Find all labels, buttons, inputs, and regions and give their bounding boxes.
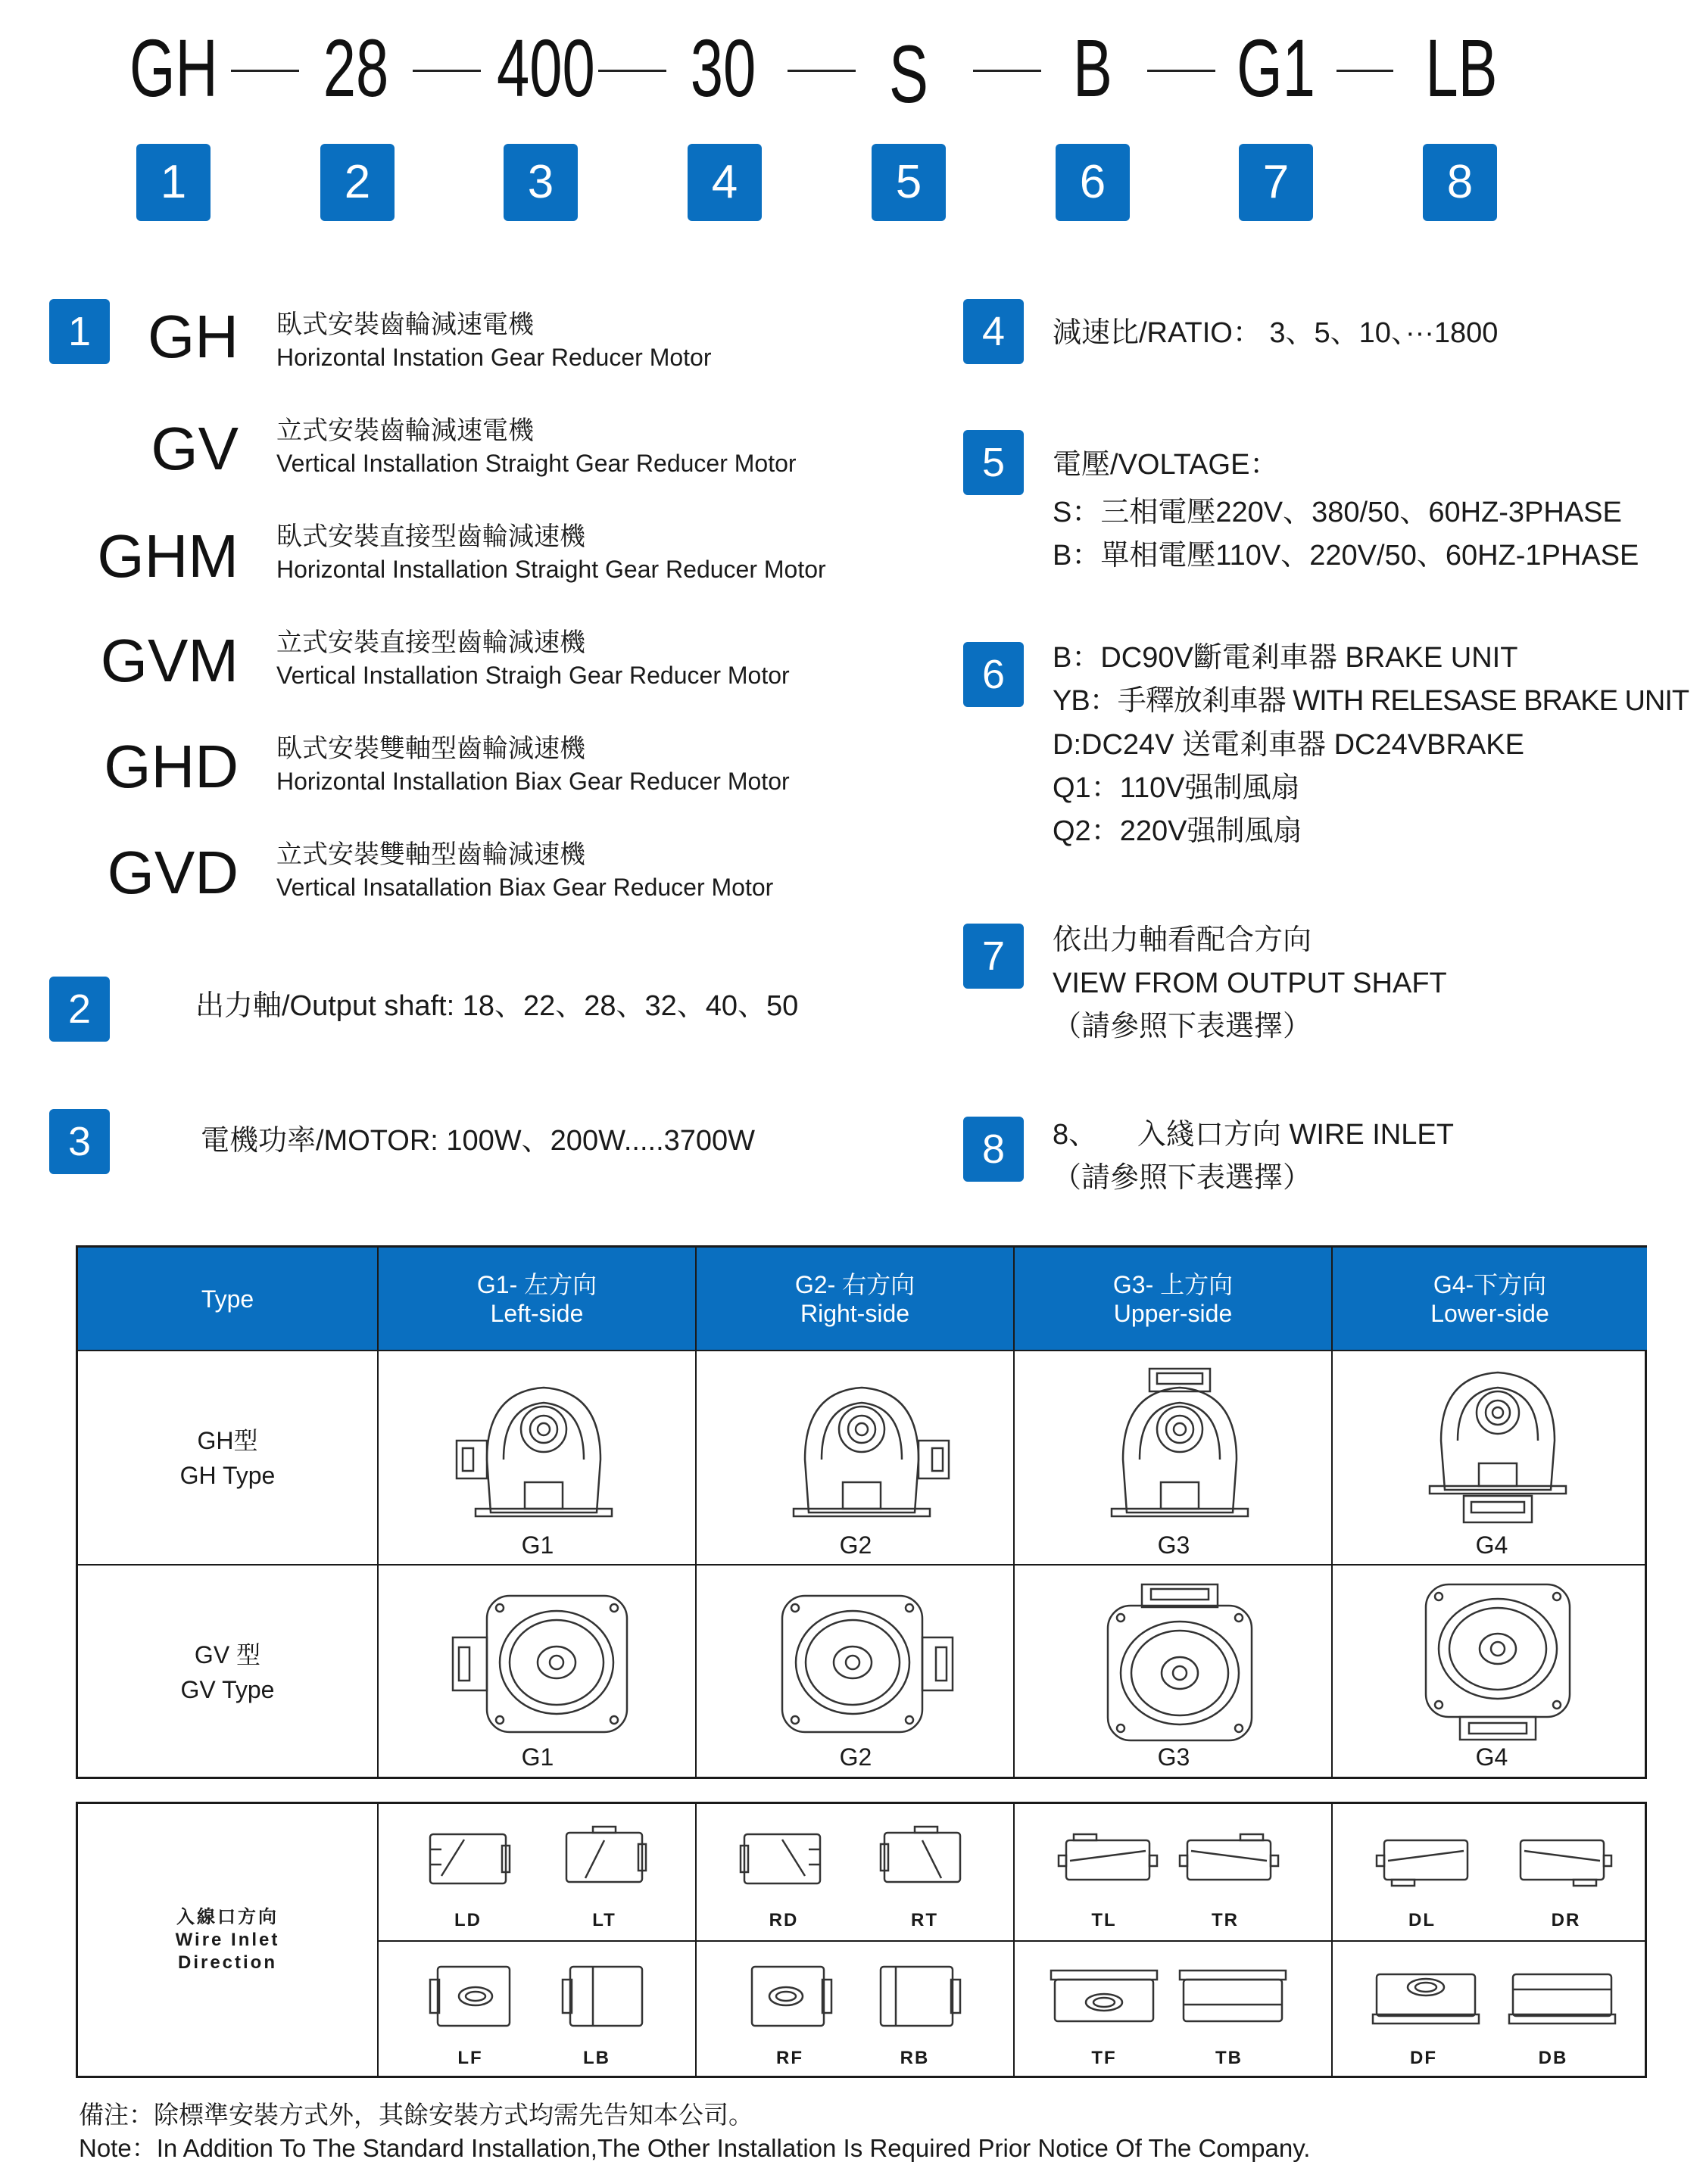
cell-caption: G3 [1157,1743,1190,1771]
wire-dr-icon [1513,1834,1611,1887]
note-en: Note：In Addition To The Standard Installation,The Other Installation Is Required Prior Notice Of The Company. [79,2134,1311,2162]
fan-option: Q2：220V强制風扇 [1053,815,1302,847]
cell-caption: G3 [1157,1531,1190,1559]
gh-g1-motor-icon [457,1376,631,1520]
row-label-gv [78,1566,377,1779]
header-en: Left-side [490,1299,584,1327]
section-badge: 1 [49,299,110,364]
type-code: GHD [104,733,239,800]
wire-lf-icon [430,1963,513,2031]
wire-caption: TF [1091,2048,1117,2068]
wire-db-icon [1509,1971,1615,2031]
direction-note: （請參照下表選擇） [1053,1011,1312,1042]
row-label-zh: GV 型 [194,1641,261,1668]
code-number-badge: 6 [1056,144,1130,221]
section-badge: 5 [963,430,1024,495]
code-dash [413,70,481,72]
wire-caption: RB [900,2048,930,2068]
header-g3 [1015,1248,1331,1350]
grid-line [1013,1248,1015,1777]
code-number-badge: 8 [1423,144,1497,221]
gh-g4-motor-icon [1411,1369,1585,1528]
cell-caption: G4 [1475,1531,1508,1559]
wire-caption: LT [592,1910,616,1930]
cell-caption: G2 [839,1743,872,1771]
wire-tb-icon [1180,1971,1286,2031]
note-zh: 備注：除標準安裝方式外，其餘安裝方式均需先告知本公司。 [79,2101,753,2129]
type-code: GV [151,415,239,482]
code-number-badge: 1 [136,144,211,221]
code-segment-brake: B [1073,22,1112,114]
header-zh: G4-下方向 [1433,1270,1547,1298]
fan-option: Q1：110V强制風扇 [1053,772,1300,804]
wire-caption: RD [769,1910,799,1930]
type-zh: 立式安裝齒輪減速電機 [276,416,534,445]
code-segment-shaft: 28 [323,22,389,114]
direction-title-zh: 依出力軸看配合方向 [1053,924,1312,956]
wire-caption: LB [583,2048,610,2068]
ratio-text: 減速比/RATIO： 3、5、10、···1800 [1053,317,1499,349]
type-code: GVD [107,839,239,906]
wire-inlet-note: （請參照下表選擇） [1053,1162,1312,1194]
wire-dl-icon [1377,1834,1475,1887]
code-segment-direction: G1 [1237,22,1315,114]
wire-ld-icon [426,1830,513,1887]
cell-caption: G1 [521,1531,554,1559]
header-en: Right-side [800,1299,910,1327]
header-en: Lower-side [1430,1299,1549,1327]
wire-caption: DR [1551,1910,1581,1930]
type-code: GHM [97,522,239,590]
brake-option: YB：手釋放剎車器 WITH RELESASE BRAKE UNIT [1053,685,1689,717]
header-g2 [697,1248,1013,1350]
gh-g2-motor-icon [775,1376,949,1520]
section-badge: 4 [963,299,1024,364]
row-label-en: GH Type [179,1461,276,1489]
type-code: GVM [100,627,239,694]
gv-g4-motor-icon [1422,1581,1574,1743]
grid-line [377,1248,379,1777]
type-zh: 臥式安裝齒輪減速電機 [276,310,534,339]
wire-caption: DL [1408,1910,1436,1930]
row-label-gh [78,1351,377,1564]
wire-inlet-label-zh: 入線口方向 [176,1907,279,1927]
header-en: Upper-side [1113,1299,1233,1327]
wire-caption: DF [1410,2048,1437,2068]
header-g1 [379,1248,695,1350]
type-zh: 臥式安裝雙軸型齒輪減速機 [276,734,585,763]
cell-caption: G2 [839,1531,872,1559]
header-g4 [1333,1248,1647,1350]
voltage-title: 電壓/VOLTAGE： [1053,449,1279,481]
type-en: Vertical Insatallation Biax Gear Reducer Motor [276,874,774,901]
type-en: Vertical Installation Straigh Gear Reducer Motor [276,662,790,689]
code-number-badge: 7 [1239,144,1313,221]
brake-option: B：DC90V斷電剎車器 BRAKE UNIT [1053,642,1518,674]
type-en: Vertical Installation Straight Gear Reducer Motor [276,450,797,477]
wire-rd-icon [741,1830,828,1887]
grid-line [377,1940,1645,1942]
wire-lb-icon [563,1963,646,2031]
code-dash [788,70,856,72]
code-dash [598,70,666,72]
wire-inlet-title: 8、 入綫口方向 WIRE INLET [1053,1119,1454,1151]
wire-rf-icon [748,1963,831,2031]
wire-caption: LF [457,2048,483,2068]
voltage-three-phase: S：三相電壓220V、380/50、60HZ-3PHASE [1053,497,1622,528]
code-number-badge: 4 [688,144,762,221]
motor-power-text: 電機功率/MOTOR: 100W、200W.....3700W [201,1125,756,1157]
row-label-zh: GH型 [197,1426,258,1454]
brake-option: D:DC24V 送電剎車器 DC24VBRAKE [1053,729,1524,761]
grid-line [1331,1248,1333,1777]
gv-g2-motor-icon [775,1588,956,1736]
type-code: GH [148,303,239,370]
code-segment-ratio: 30 [690,22,756,114]
wire-caption: LD [454,1910,482,1930]
code-number-badge: 2 [320,144,395,221]
section-badge: 7 [963,924,1024,989]
type-en: Horizontal Installation Straight Gear Reducer Motor [276,556,826,583]
wire-rt-icon [881,1825,968,1887]
wire-lt-icon [563,1825,650,1887]
code-segment-type: GH [129,22,218,114]
voltage-single-phase: B：單相電壓110V、220V/50、60HZ-1PHASE [1053,540,1639,572]
cell-caption: G1 [521,1743,554,1771]
wire-tf-icon [1051,1971,1157,2031]
wire-caption: RT [911,1910,938,1930]
direction-table [76,1245,1647,1779]
wire-tr-icon [1180,1834,1278,1887]
code-number-badge: 3 [504,144,578,221]
wire-inlet-label [78,1804,377,2077]
code-dash [973,70,1041,72]
section-badge: 3 [49,1109,110,1174]
type-en: Horizontal Instation Gear Reducer Motor [276,344,712,371]
wire-inlet-table [76,1802,1647,2078]
code-dash [1337,70,1393,72]
type-en: Horizontal Installation Biax Gear Reducer Motor [276,768,790,795]
wire-rb-icon [877,1963,960,2031]
section-badge: 2 [49,977,110,1042]
gh-g3-motor-icon [1093,1369,1267,1520]
direction-title-en: VIEW FROM OUTPUT SHAFT [1053,967,1447,999]
wire-caption: RF [776,2048,803,2068]
gv-g3-motor-icon [1104,1584,1255,1743]
wire-inlet-label-en: Wire Inlet [175,1930,280,1950]
gv-g1-motor-icon [453,1588,635,1736]
grid-line [695,1248,697,1777]
section-badge: 8 [963,1117,1024,1182]
code-number-badge: 5 [872,144,946,221]
wire-tl-icon [1059,1834,1157,1887]
code-segment-voltage: S [889,28,928,120]
wire-df-icon [1373,1971,1479,2031]
wire-caption: TB [1215,2048,1243,2068]
wire-caption: DB [1538,2048,1568,2068]
type-zh: 臥式安裝直接型齒輪減速機 [276,522,585,551]
code-segment-wire: LB [1425,22,1498,114]
cell-caption: G4 [1475,1743,1508,1771]
header-zh: G2- 右方向 [794,1270,915,1298]
header-type [78,1248,377,1350]
code-dash [1147,70,1215,72]
header-type-label: Type [201,1285,254,1313]
code-dash [231,70,299,72]
type-zh: 立式安裝雙軸型齒輪減速機 [276,840,585,869]
wire-inlet-label-en: Direction [177,1952,277,1973]
header-zh: G1- 左方向 [476,1270,597,1298]
section-badge: 6 [963,642,1024,707]
row-label-en: GV Type [180,1676,275,1703]
output-shaft-text: 出力軸/Output shaft: 18、22、28、32、40、50 [195,990,799,1022]
header-zh: G3- 上方向 [1112,1270,1234,1298]
wire-caption: TL [1091,1910,1117,1930]
type-zh: 立式安裝直接型齒輪減速機 [276,628,585,657]
wire-caption: TR [1212,1910,1239,1930]
code-segment-motor: 400 [497,22,595,114]
